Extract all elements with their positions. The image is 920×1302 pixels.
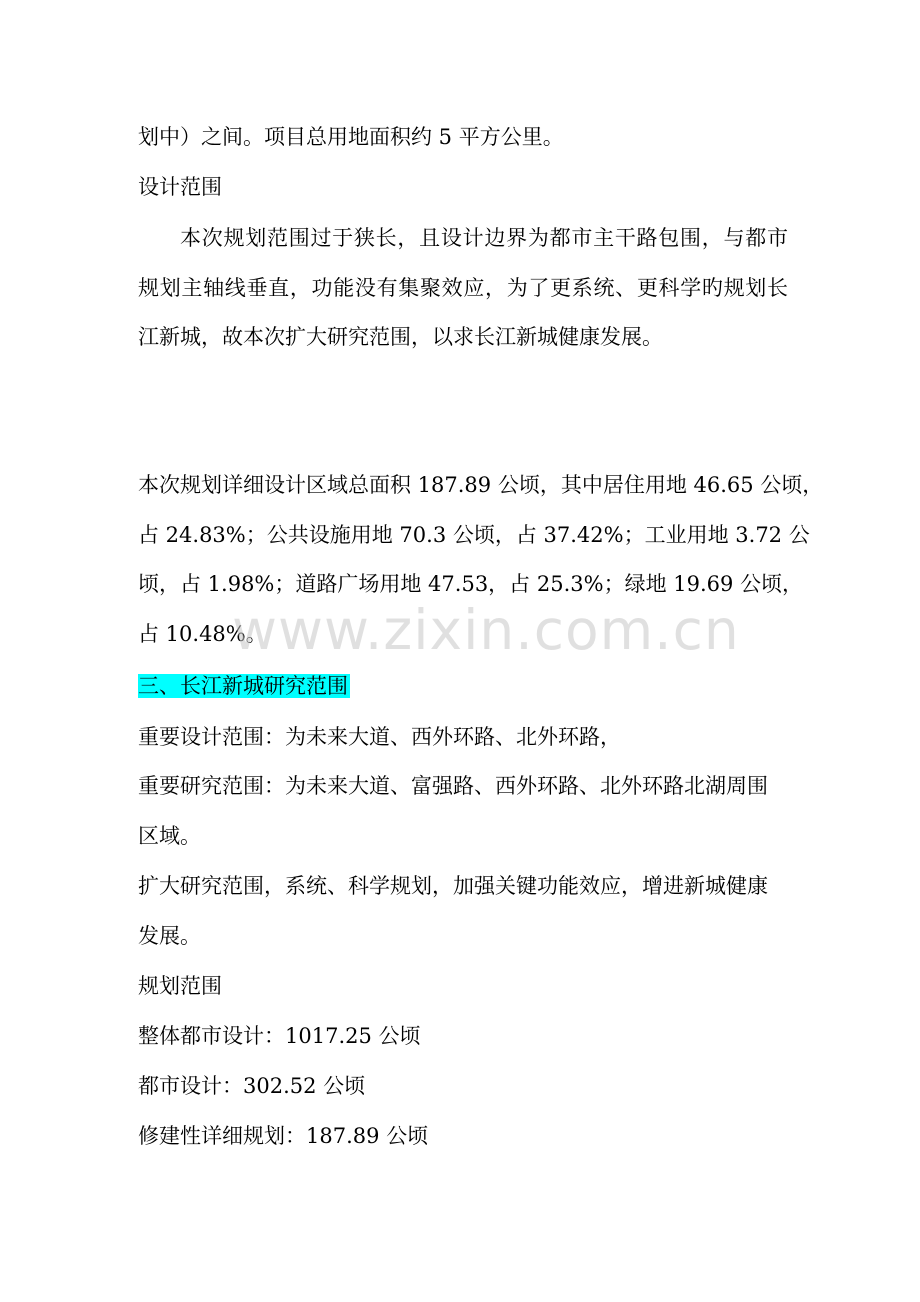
main-research-scope-line-1: 重要研究范围：为未来大道、富强路、西外环路、北外环路北湖周围 [138,774,768,798]
main-design-scope: 重要设计范围：为未来大道、西外环路、北外环路， [138,725,621,749]
heading-design-scope: 设计范围 [138,175,222,199]
paragraph-design-scope [138,214,788,363]
main-research-scope-line-2: 区域。 [138,824,201,848]
expand-research-line-1: 扩大研究范围，系统、科学规划，加强关键功能效应，增进新城健康 [138,874,768,898]
detailed-plan: 修建性详细规划：187.89 公顷 [138,1124,429,1148]
expand-research-line-2: 发展。 [138,924,201,948]
watermark-text: www.zixin.com.cn [232,598,740,662]
paragraph-area-line-4: 占 10.48%。 [138,622,267,646]
heading-plan-scope: 规划范围 [138,974,222,998]
section-3-heading [138,671,350,701]
paragraph-design-scope-text: 本次规划范围过于狭长，且设计边界为都市主干路包围，与都市规划主轴线垂直，功能没有集聚效应，为了更系统、更科学旳规划长江新城，故本次扩大研究范围，以求长江新城健康发展。 [138,226,788,349]
paragraph-area-line-2: 占 24.83%；公共设施用地 70.3 公顷，占 37.42%；工业用地 3.72 公 [138,523,810,547]
text-line-project-area: 划中）之间。项目总用地面积约 5 平方公里。 [138,125,564,149]
overall-urban-design: 整体都市设计：1017.25 公顷 [138,1024,421,1048]
paragraph-area-line-3: 顷，占 1.98%；道路广场用地 47.53，占 25.3%；绿地 19.69 公顷， [138,572,804,596]
paragraph-area-line-1: 本次规划详细设计区域总面积 187.89 公顷，其中居住用地 46.65 公顷， [138,473,824,497]
section-3-heading-highlight: 三、长江新城研究范围 [138,674,348,698]
urban-design: 都市设计：302.52 公顷 [138,1074,366,1098]
